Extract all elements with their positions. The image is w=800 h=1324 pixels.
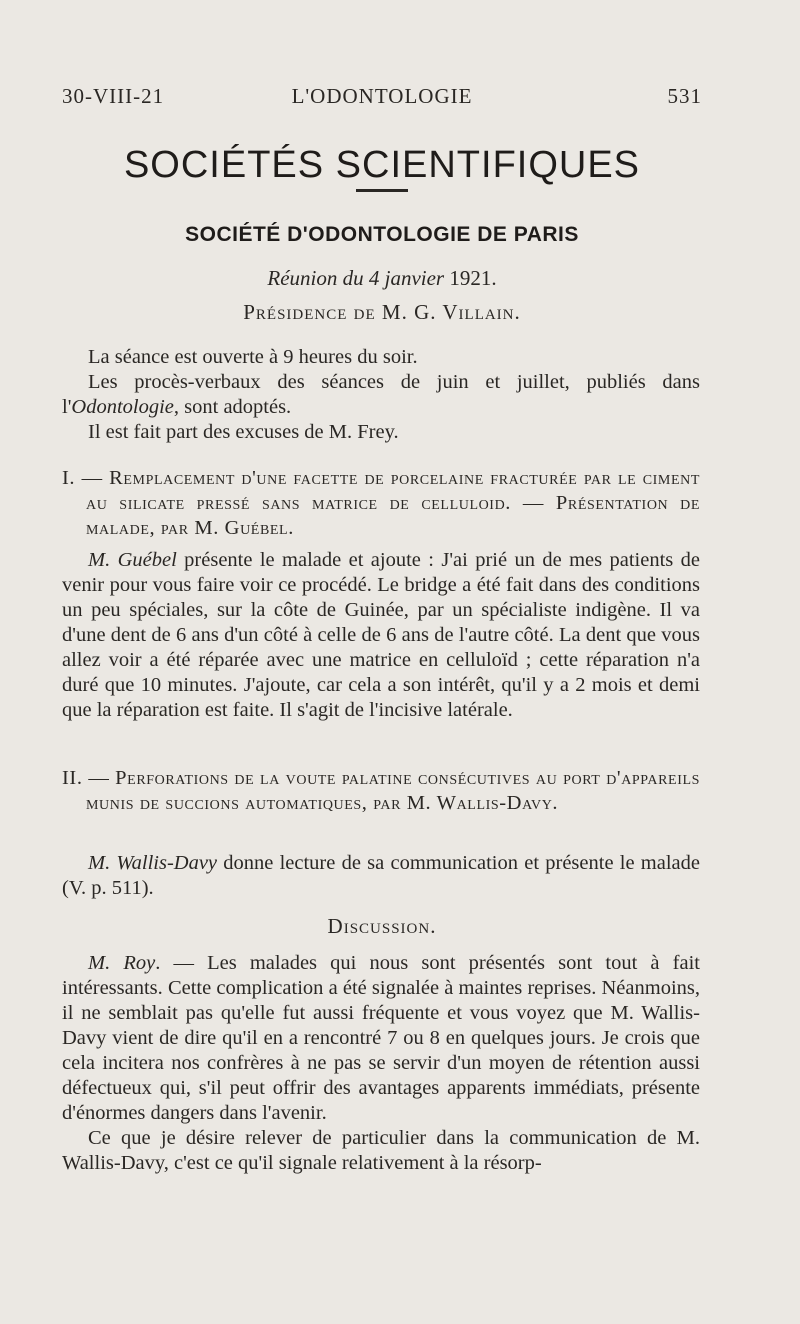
item-1-speaker: M. Guébel	[88, 549, 177, 571]
item-2-heading-text: II. — Perforations de la voute palatine consécutives au port d'appareils munis de succions automatiques, par M. Wallis-Davy.	[62, 767, 700, 814]
meeting-year: 1921.	[449, 266, 497, 290]
discussion-text-1: . — Les malades qui nous sont présentés sont tout à fait intéressants. Cette complication a été signalée à maintes reprises. Néanmoins, il ne semblait pas qu'elle fut aussi fréquente et vous voyez que M. Wallis-Davy vient de dire qu'il en a rencontré 7 ou 8 en quelques jours. Je crois que cela incitera nos confrères à ne pas se servir d'un moyen de rétention aussi défectueux qui, s'il peut offrir des avantages apparents immédiats, présente d'énormes dangers dans l'avenir.	[62, 952, 700, 1124]
meeting-day	[369, 266, 444, 290]
discussion-body	[62, 951, 700, 1176]
section-title: SOCIÉTÉS SCIENTIFIQUES	[123, 144, 641, 186]
item-1-heading	[62, 466, 700, 541]
item-1-text: présente le malade et ajoute : J'ai prié un de mes patients de venir pour vous faire voir ce procédé. Le bridge a été fait dans des conditions un peu spéciales, sur la côte de Guinée, par un spécialiste indigène. Il va d'une dent de 6 ans d'un côté à celle de 6 ans de l'autre côté. La dent que vous allez voir a été réparée avec une matrice en celluloïd ; cette réparation n'a duré que 10 minutes. J'ajoute, car cela a son intérêt, qu'il y a 2 mois et demi que la réparation est faite. Il s'agit de l'incisive latérale.	[62, 549, 700, 721]
header-date: 30-VIII-21	[62, 84, 165, 108]
discussion-title: Discussion.	[327, 914, 437, 938]
title-divider	[356, 189, 408, 192]
intro-block	[62, 345, 700, 445]
header-page-number: 531	[667, 84, 702, 108]
meeting-prefix: Réunion du	[267, 266, 364, 290]
meeting-date	[0, 266, 764, 291]
minutes-journal: Odontologie	[71, 396, 174, 418]
item-1-body	[62, 548, 700, 723]
discussion-paragraph-2: Ce que je désire relever de particulier dans la communication de M. Wallis-Davy, c'est ce qu'il signale relativement à la résorp-	[62, 1127, 700, 1174]
presidency-line: Présidence de M. G. Villain.	[243, 300, 521, 324]
item-1-heading-text: I. — Remplacement d'une facette de porcelaine fracturée par le ciment au silicate pressé sans matrice de celluloid. — Présentation de malade, par M. Guébel.	[62, 467, 700, 539]
item-1-paragraph	[62, 548, 700, 723]
intro-line-minutes	[62, 370, 700, 420]
item-2-paragraph	[62, 851, 700, 901]
item-2-speaker: M. Wallis-Davy	[88, 852, 218, 874]
item-2-text: donne lecture de sa communication et présente le malade (V. p. 511).	[62, 852, 700, 899]
discussion-paragraph-1	[62, 951, 700, 1126]
intro-line-opening: La séance est ouverte à 9 heures du soir.	[88, 346, 418, 368]
running-header	[62, 84, 702, 116]
meeting-day-text: 4 janvier	[368, 266, 445, 290]
intro-line-excuses: Il est fait part des excuses de M. Frey.	[88, 421, 399, 443]
society-name: SOCIÉTÉ D'ODONTOLOGIE DE PARIS	[185, 223, 579, 246]
minutes-end: , sont adoptés.	[173, 396, 292, 418]
item-2-heading	[62, 766, 700, 816]
minutes-text: Les procès-verbaux des séances de juin et juillet, publiés dans l'	[62, 371, 700, 418]
item-2-body	[62, 851, 700, 901]
header-journal-name: L'ODONTOLOGIE	[291, 84, 473, 108]
discussion-speaker: M. Roy	[88, 952, 156, 974]
